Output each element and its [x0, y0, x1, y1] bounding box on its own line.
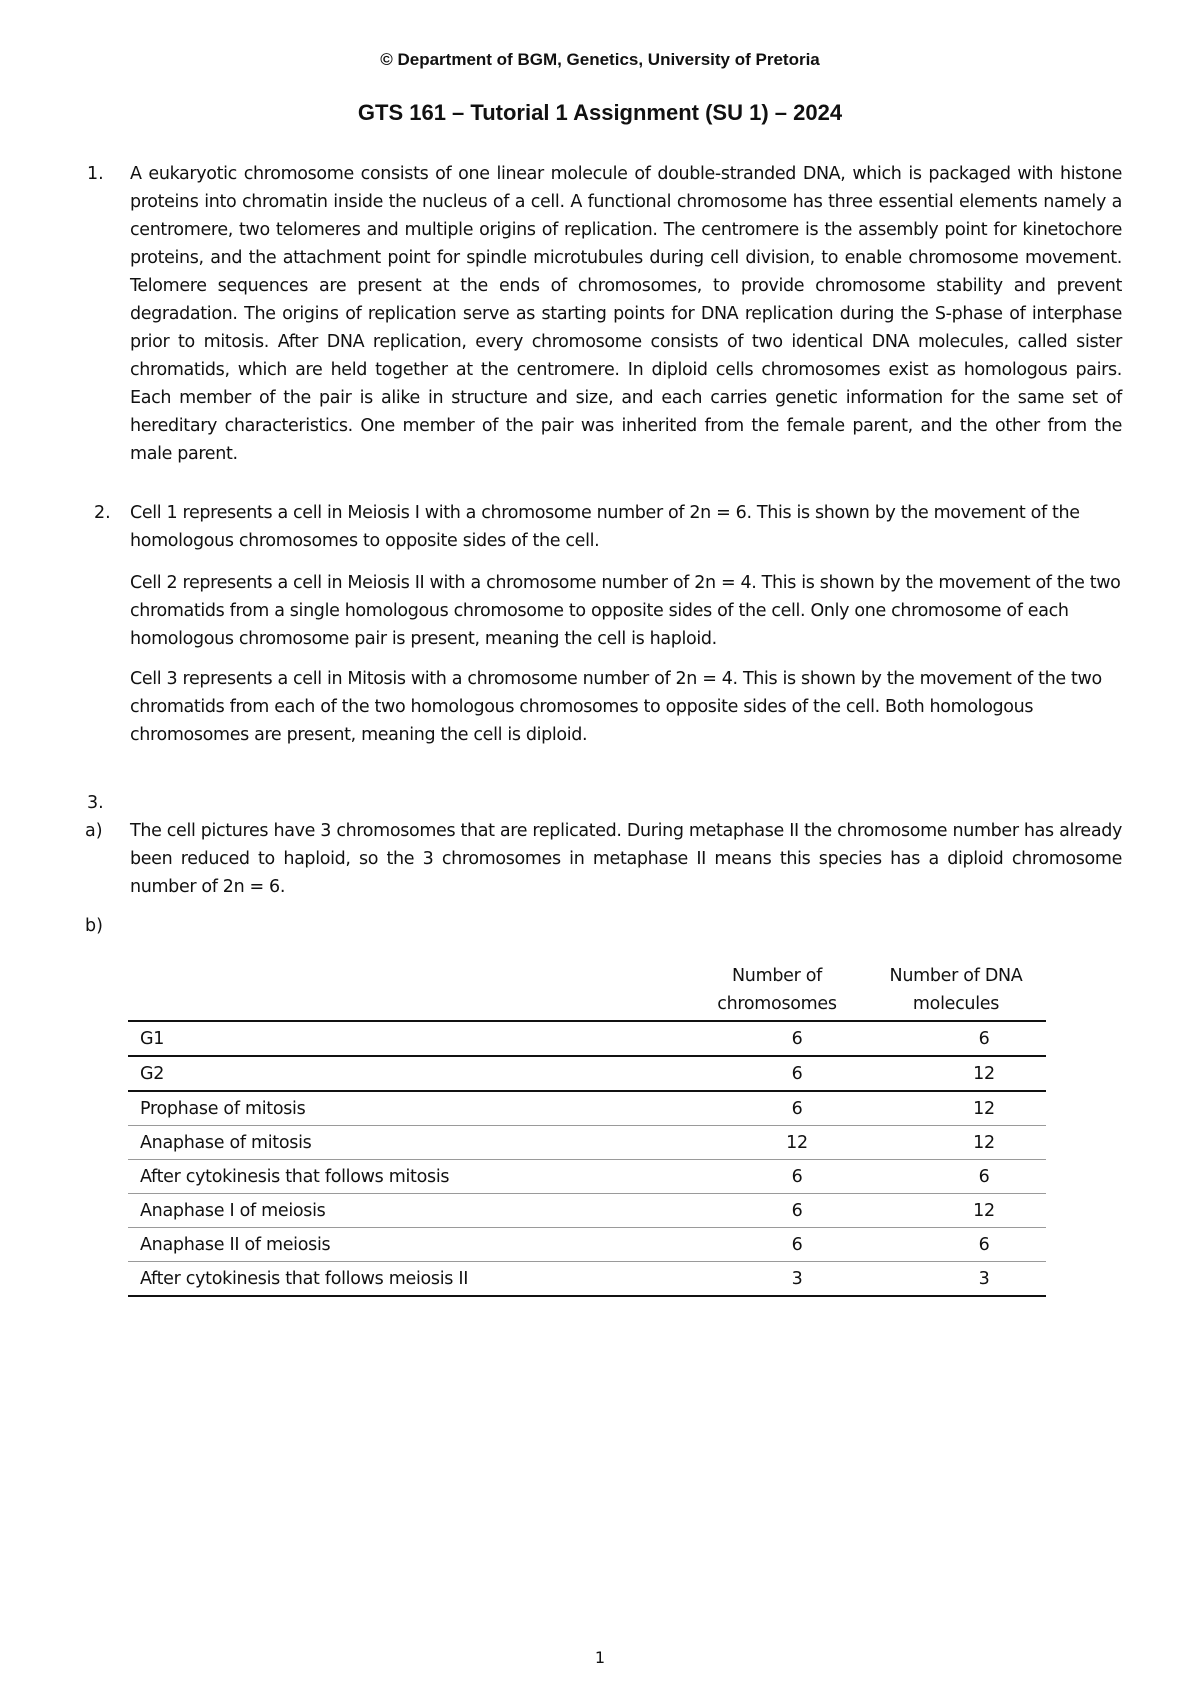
- question-2-cell-1: Cell 1 represents a cell in Meiosis I with a chromosome number of 2n = 6. This is shown by the movement of the homologous chromosomes to opposite sides of the cell.: [130, 503, 1080, 551]
- question-3a-text: The cell pictures have 3 chromosomes that are replicated. During metaphase II the chromosome number has already been reduced to haploid, so the 3 chromosomes in metaphase II means this species has a diploid chromosome number of 2n = 6.: [130, 821, 1122, 897]
- chromosomes-cell: 6: [672, 1194, 922, 1228]
- chromosome-count-table: [128, 962, 1046, 1297]
- page-number: 1: [594, 1648, 606, 1667]
- stage-cell: After cytokinesis that follows mitosis: [128, 1160, 672, 1194]
- question-2-cell-2: Cell 2 represents a cell in Meiosis II with a chromosome number of 2n = 4. This is shown by the movement of the two chromatids from a single homologous chromosome to opposite sides of the cell. Only one chromosome of each homologous chromosome pair is present, meaning the cell is haploid.: [130, 573, 1121, 649]
- stage-cell: Prophase of mitosis: [128, 1091, 672, 1126]
- stage-cell: Anaphase of mitosis: [128, 1126, 672, 1160]
- question-2-cell-3: Cell 3 represents a cell in Mitosis with a chromosome number of 2n = 4. This is shown by the movement of the two chromatids from each of the two homologous chromosomes to opposite sides of the cell. Both homologous chromosomes are present, meaning the cell is diploid.: [130, 669, 1102, 745]
- stage-cell: G1: [128, 1021, 672, 1056]
- chromosomes-cell: 6: [672, 1228, 922, 1262]
- question-1-number: 1.: [87, 164, 104, 184]
- chromosomes-column-header-text: Number of chromosomes: [717, 966, 837, 1014]
- dna-cell: 6: [922, 1228, 1046, 1262]
- document-title: GTS 161 – Tutorial 1 Assignment (SU 1) – 2024: [357, 100, 843, 125]
- table-row: [128, 1228, 1046, 1262]
- copyright-line: © Department of BGM, Genetics, University of Pretoria: [380, 50, 820, 69]
- table-header-row: [128, 962, 1046, 1021]
- question-2-number: 2.: [94, 503, 111, 523]
- chromosomes-cell: 6: [672, 1021, 922, 1056]
- stage-cell: After cytokinesis that follows meiosis II: [128, 1262, 672, 1297]
- dna-column-header: [889, 962, 1046, 1021]
- table-row: [128, 1126, 1046, 1160]
- dna-cell: 3: [922, 1262, 1046, 1297]
- question-1-text: A eukaryotic chromosome consists of one linear molecule of double-stranded DNA, which is packaged with histone proteins into chromatin inside the nucleus of a cell. A functional chromosome has three essential elements namely a centromere, two telomeres and multiple origins of replication. The centromere is the assembly point for kinetochore proteins, and the attachment point for spindle microtubules during cell division, to enable chromosome movement. Telomere sequences are present at the ends of chromosomes, to provide chromosome stability and prevent degradation. The origins of replication serve as starting points for DNA replication during the S-phase of interphase prior to mitosis. After DNA replication, every chromosome consists of two identical DNA molecules, called sister chromatids, which are held together at the centromere. In diploid cells chromosomes exist as homologous pairs. Each member of the pair is alike in structure and size, and each carries genetic information for the same set of hereditary characteristics. One member of the pair was inherited from the female parent, and the other from the male parent.: [130, 164, 1122, 464]
- question-3a-label: a): [85, 821, 103, 841]
- table-row: [128, 1021, 1046, 1056]
- table-row: [128, 1262, 1046, 1297]
- stage-cell: G2: [128, 1056, 672, 1091]
- chromosomes-cell: 12: [672, 1126, 922, 1160]
- dna-cell: 12: [922, 1056, 1046, 1091]
- chromosomes-cell: 6: [672, 1056, 922, 1091]
- stage-cell: Anaphase I of meiosis: [128, 1194, 672, 1228]
- dna-column-header-text: Number of DNA molecules: [889, 966, 1023, 1014]
- chromosomes-cell: 6: [672, 1160, 922, 1194]
- question-3-number: 3.: [87, 793, 104, 813]
- chromosomes-cell: 6: [672, 1091, 922, 1126]
- chromosomes-column-header: [672, 962, 922, 1021]
- question-3b-label: b): [85, 916, 103, 936]
- stage-cell: Anaphase II of meiosis: [128, 1228, 672, 1262]
- dna-cell: 12: [922, 1091, 1046, 1126]
- dna-cell: 6: [922, 1160, 1046, 1194]
- stage-column-header: [128, 962, 672, 1021]
- table-row: [128, 1056, 1046, 1091]
- dna-cell: 6: [922, 1021, 1046, 1056]
- table-row: [128, 1091, 1046, 1126]
- chromosomes-cell: 3: [672, 1262, 922, 1297]
- dna-cell: 12: [922, 1126, 1046, 1160]
- table-row: [128, 1160, 1046, 1194]
- dna-cell: 12: [922, 1194, 1046, 1228]
- table-row: [128, 1194, 1046, 1228]
